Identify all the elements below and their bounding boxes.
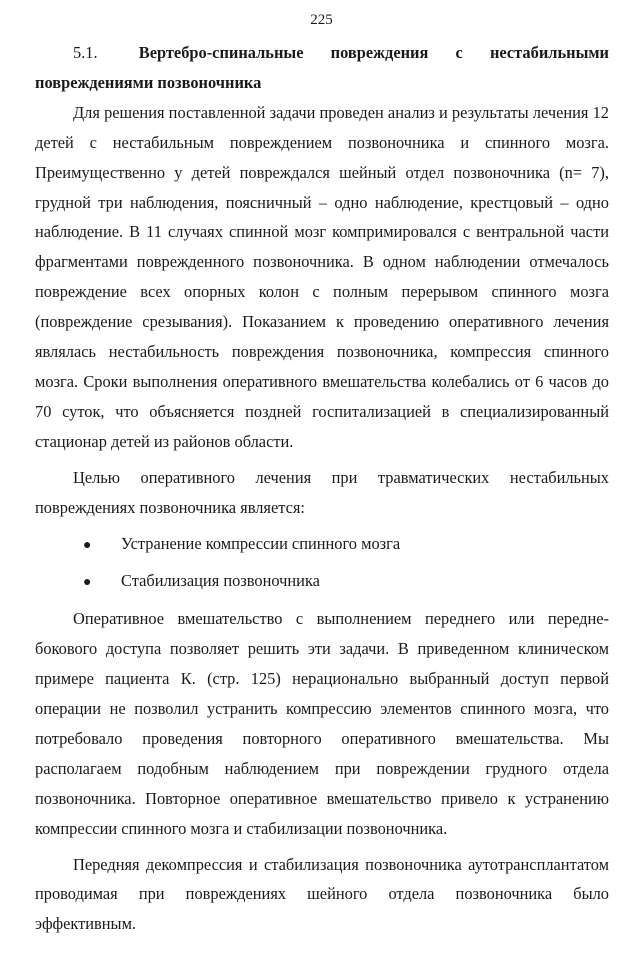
section-heading-line2: повреждениями позвоночника xyxy=(35,72,262,92)
section-heading-line1 xyxy=(35,38,609,68)
heading-word-2: повреждения xyxy=(330,43,429,62)
heading-word-4: нестабильными xyxy=(489,43,609,62)
bullet-icon: ● xyxy=(83,575,92,591)
heading-word-1: Вертебро-спинальные xyxy=(138,43,304,62)
bullet-icon: ● xyxy=(83,537,92,553)
paragraph-goal: Целью оперативного лечения при травматических нестабильных повреждениях позвоночника является: xyxy=(35,467,609,517)
paragraph-conclusion: Передняя декомпрессия и стабилизация позвоночника аутотрансплантатом проводимая при повреждениях шейного отдела позвоночника было эффективным. xyxy=(35,854,609,934)
paragraph-analysis: Для решения поставленной задачи проведен анализ и результаты лечения 12 детей с нестабильным повреждением позвоночника и спинного мозга. Преимущественно у детей повреждался шейный отдел позвоночника (n= 7), грудной три наблюдения, поясничный – одно наблюдение, крестцовый – одно наблюдение. В 11 случаях спинной мозг компримировался с вентральной части фрагментами поврежденного позвоночника. В одном наблюдении отмечалось повреждение всех опорных колон с полным перерывом спинного мозга (повреждение срезывания). Показанием к проведению оперативного лечения являлась нестабильность повреждения позвоночника, компрессия спинного мозга. Сроки выполнения оперативного вмешательства колебались от 6 часов до 70 суток, что объясняется поздней госпитализацией в специализированный стационар детей из районов области. xyxy=(35,102,609,451)
list-item xyxy=(35,529,609,561)
page-body xyxy=(35,38,609,939)
section-number: 5.1. xyxy=(73,43,98,62)
paragraph-surgery: Оперативное вмешательство с выполнением переднего или передне-бокового доступа позволяет решить эти задачи. В приведенном клиническом примере пациента К. (стр. 125) нерационально выбранный доступ первой операции не позволил устранить компрессию элементов спинного мозга, что потребовало проведения повторного оперативного вмешательства. Мы располагаем подобным наблюдением при повреждении грудного отдела позвоночника. Повторное оперативное вмешательство привело к устранению компрессии спинного мозга и стабилизации позвоночника. xyxy=(35,609,609,838)
list-item xyxy=(35,566,609,598)
list-item-text: Устранение компрессии спинного мозга xyxy=(121,533,401,553)
section-heading xyxy=(35,38,609,98)
page-number: 225 xyxy=(310,12,333,28)
list-item-text: Стабилизация позвоночника xyxy=(121,571,320,591)
heading-word-3: с xyxy=(455,43,463,62)
